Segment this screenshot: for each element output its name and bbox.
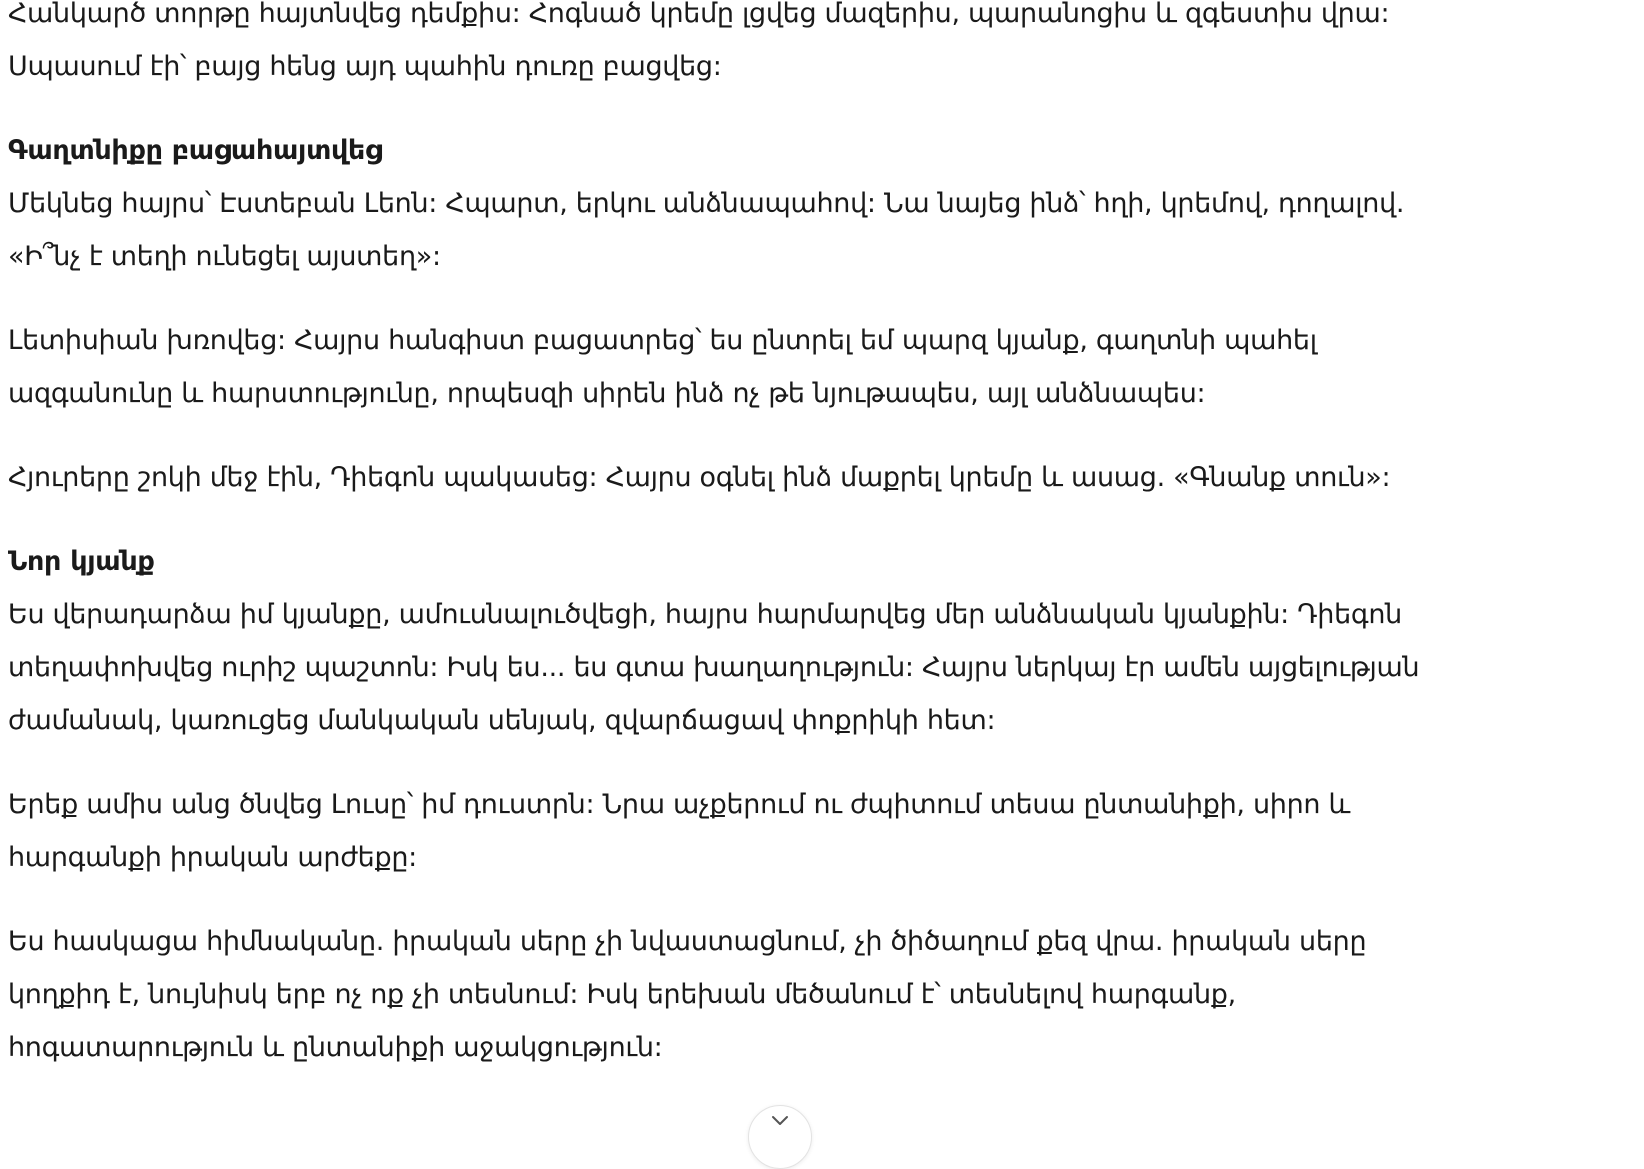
text-line: Հյուրերը շոկի մեջ էին, Դիեգոն պակասեց: Հայրս օգնել ինձ մաքրել կրեմը և ասաց. «Գնանք տուն»: [8,462,1391,493]
text-line: Ես հասկացա հիմնականը. իրական սերը չի նվաստացնում, չի ծիծաղում քեզ վրա. իրական սերը [8,926,1367,957]
text-line: Երեք ամիս անց ծնվեց Լուսը՝ իմ դուստրն: Նրա աչքերում ու ժպիտում տեսա ընտանիքի, սիրո և [8,789,1351,820]
paragraph-intro-end [8,0,1568,93]
text-line: հարգանքի իրական արժեքը: [8,842,417,873]
text-line: ազգանունը և հարստությունը, որպեսզի սիրեն ինձ ոչ թե նյութապես, այլ անձնապես: [8,378,1206,409]
article-body [8,0,1568,1105]
paragraph-new-life [8,588,1568,747]
heading-secret-revealed: Գաղտնիքը բացահայտվեց [8,135,383,166]
scroll-to-bottom-button[interactable] [748,1105,812,1169]
text-line: Սպասում էի՝ բայց հենց այդ պահին դուռը բացվեց: [8,51,722,82]
text-line: Հանկարծ տորթը հայտնվեց դեմքիս: Հոգնած կրեմը լցվեց մազերիս, պարանոցիս և զգեստիս վրա: [8,0,1390,29]
text-line: կողքիդ է, նույնիսկ երբ ոչ ոք չի տեսնում: Իսկ երեխան մեծանում է՝ տեսնելով հարգանք, [8,979,1236,1010]
paragraph-father-enters [8,177,1568,283]
text-line: ժամանակ, կառուցեց մանկական սենյակ, զվարճացավ փոքրիկի հետ: [8,705,996,736]
text-line: «Ի՞նչ է տեղի ունեցել այստեղ»: [8,241,441,272]
text-line: տեղափոխվեց ուրիշ պաշտոն: Իսկ ես... ես գտա խաղաղություն: Հայրս ներկայ էր ամեն այցելության [8,652,1420,683]
chevron-down-icon [770,1114,790,1128]
paragraph-conclusion [8,915,1568,1074]
paragraph-father-explains [8,314,1568,420]
text-line: Լետիսիան խռովեց: Հայրս հանգիստ բացատրեց՝ ես ընտրել եմ պարզ կյանք, գաղտնի պահել [8,325,1317,356]
text-line: հոգատարություն և ընտանիքի աջակցություն: [8,1032,663,1063]
heading-new-life: Նոր կյանք [8,546,155,577]
paragraph-guests-shocked [8,451,1568,504]
paragraph-daughter-born [8,778,1568,884]
text-line: Մեկնեց հայրս՝ Էստեբան Լեոն: Հպարտ, երկու անձնապահով: Նա նայեց ինձ՝ հղի, կրեմով, դողալով. [8,188,1405,219]
text-line: Ես վերադարձա իմ կյանքը, ամուսնալուծվեցի, հայրս հարմարվեց մեր անձնական կյանքին: Դիեգոն [8,599,1402,630]
